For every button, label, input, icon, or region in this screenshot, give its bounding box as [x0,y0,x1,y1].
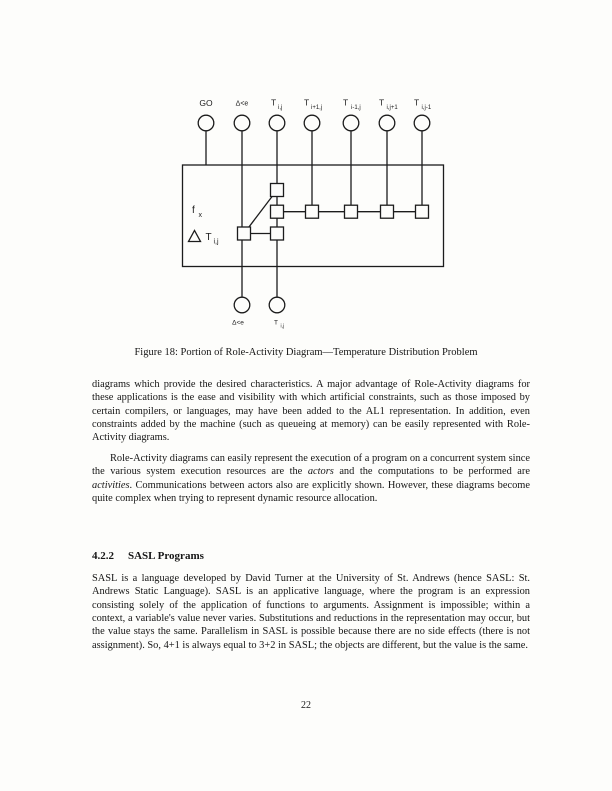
node-label-tij-sub: i,j [278,105,283,111]
state-circle-tim1j [343,115,359,131]
state-circle-tij-out [269,297,285,313]
node-label-tim1j-sub: i-1,j [351,105,361,111]
state-circle-tip1j [304,115,320,131]
node-label-tij-out: T [274,319,278,327]
fx-label-sub: x [198,212,202,219]
activity-square [381,205,394,218]
node-label-tijm1: T [414,97,420,108]
paragraph-role-activity-2: Role-Activity diagrams can easily represent the execution of a program on a concurrent system since the various system execution resources are the actors and the computations to be performed are activities. Communications between actors also are explicitly shown. However, these diagrams become quite complex when trying to represent dynamic resource allocation. [92,453,530,505]
fx-label: f [192,205,195,216]
state-circle-delta [234,115,250,131]
state-circle-delta-out [234,297,250,313]
activity-square [238,227,251,240]
node-label-delta-out: Δ<e [232,319,244,327]
node-label-tip1j: T [304,97,310,108]
node-label-tij: T [271,97,277,108]
activity-square [345,205,358,218]
paragraph-sasl: SASL is a language developed by David Turner at the University of St. Andrews (hence SASL: St. Andrews Static Language). SASL is an applicative language, where the program is an expression consisting solely of the application of functions to arguments. Assignment is impossible; within a context, a variable's value never varies. Substitutions and reductions in the representation may occur, but the value stays the same. Parallelism in SASL is possible because there are no side effects (there is not assignment). So, 4+1 is always equal to 3+2 in SASL; the objects are different, but the value is the same. [92,573,530,651]
activity-square [416,205,429,218]
delta-tij-label-sub: i,j [213,238,219,246]
section-title: SASL Programs [128,550,204,562]
node-label-tip1j-sub: i+1,j [311,105,323,111]
node-label-tijp1: T [379,97,385,108]
delta-tij-label: T [205,232,212,243]
activity-square [271,184,284,197]
state-circle-tijp1 [379,115,395,131]
activity-square [306,205,319,218]
state-circle-go [198,115,214,131]
state-circle-tij [269,115,285,131]
activity-square [271,227,284,240]
node-label-tij-out-sub: i,j [280,323,285,330]
section-heading [92,550,204,562]
node-label-delta: Δ<e [235,100,249,108]
page-number: 22 [301,700,311,711]
node-label-tim1j: T [343,97,349,108]
node-label-go: GO [199,98,213,108]
role-activity-diagram [0,0,612,340]
node-label-tijm1-sub: i,j-1 [421,105,432,111]
node-label-tijp1-sub: i,j+1 [386,105,398,111]
delta-triangle-icon [189,231,201,242]
figure-caption: Figure 18: Portion of Role-Activity Diagram—Temperature Distribution Problem [134,347,478,358]
paragraph-role-activity-1: diagrams which provide the desired characteristics. A major advantage of Role-Activity diagrams for these applications is the ease and visibility with which artificial constraints, such as those imposed by certain compilers, or languages, may have been added to the AL1 representation. In addition, even constraints added by the machine (such as queueing at memory) can be easily represented with Role-Activity diagrams. [92,379,530,444]
activity-square [271,205,284,218]
state-circle-tijm1 [414,115,430,131]
section-number: 4.2.2 [92,550,114,562]
